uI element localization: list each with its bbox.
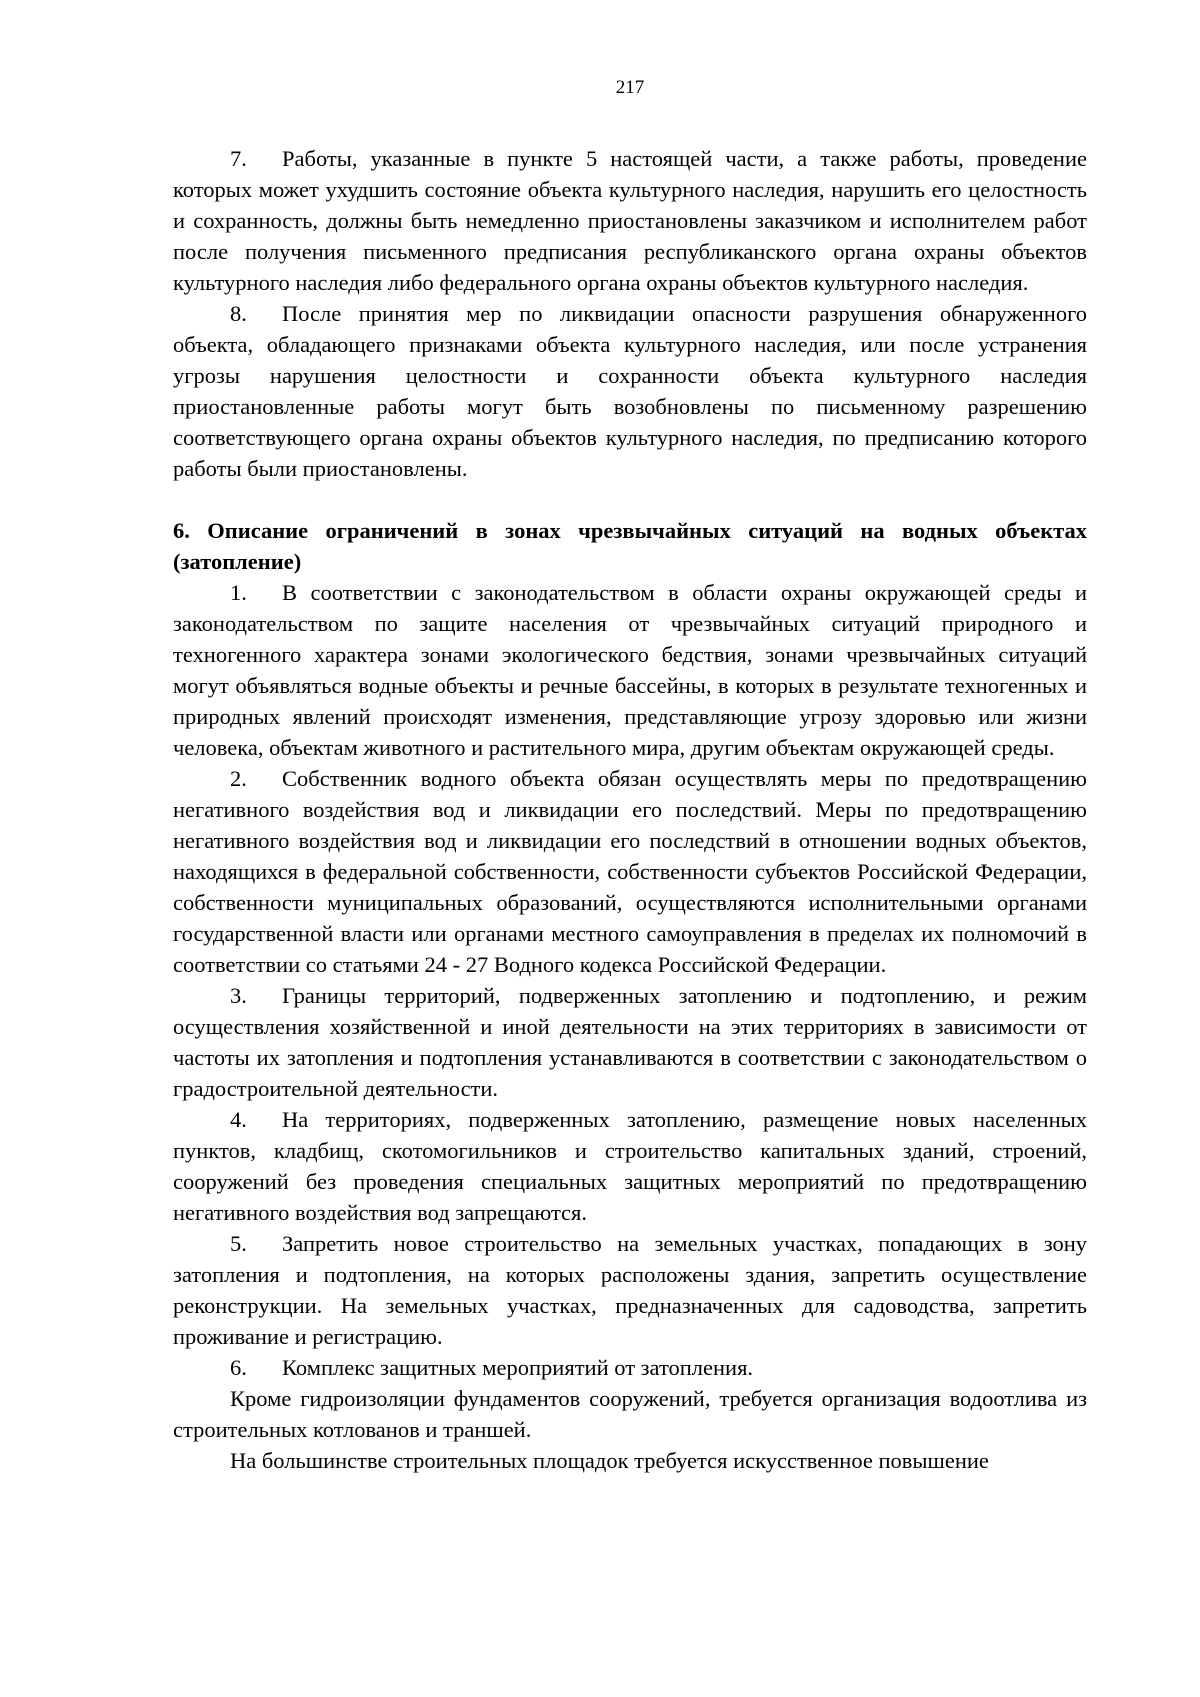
paragraph-text: На большинстве строительных площадок требуется искусственное повышение <box>230 1448 989 1473</box>
section-paragraph-waterproofing <box>173 1383 1087 1445</box>
paragraph-number: 4. <box>230 1107 247 1132</box>
paragraph-text: Работы, указанные в пункте 5 настоящей части, а также работы, проведение которых может ухудшить состояние объекта культурного наследия, нарушить его целостность и сохранность, должны быть немедленно приостановлены заказчиком и исполнителем работ после получения письменного предписания республиканского органа охраны объектов культурного наследия либо федерального органа охраны объектов культурного наследия. <box>173 146 1087 295</box>
paragraph-number: 5. <box>230 1231 247 1256</box>
page-content <box>173 143 1087 1476</box>
section-heading: 6. Описание ограничений в зонах чрезвычайных ситуаций на водных объектах (затопление) <box>173 518 1087 574</box>
section-paragraph-3 <box>173 980 1087 1104</box>
paragraph-text: Комплекс защитных мероприятий от затопления. <box>282 1355 754 1380</box>
paragraph-number: 1. <box>230 580 247 605</box>
paragraph-text: В соответствии с законодательством в области охраны окружающей среды и законодательством по защите населения от чрезвычайных ситуаций природного и техногенного характера зонами экологического бедствия, зонами чрезвычайных ситуаций могут объявляться водные объекты и речные бассейны, в которых в результате техногенных и природных явлений происходят изменения, представляющие угрозу здоровью или жизни человека, объектам животного и растительного мира, другим объектам окружающей среды. <box>173 580 1087 760</box>
paragraph-number: 2. <box>230 766 247 791</box>
paragraph-text: На территориях, подверженных затоплению, размещение новых населенных пунктов, кладбищ, скотомогильников и строительство капитальных зданий, строений, сооружений без проведения специальных защитных мероприятий по предотвращению негативного воздействия вод запрещаются. <box>173 1107 1087 1225</box>
paragraph-text: Запретить новое строительство на земельных участках, попадающих в зону затопления и подтопления, на которых расположены здания, запретить осуществление реконструкции. На земельных участках, предназначенных для садоводства, запретить проживание и регистрацию. <box>173 1231 1087 1349</box>
paragraph-number: 3. <box>230 983 247 1008</box>
paragraph-8 <box>173 298 1087 484</box>
paragraph-7 <box>173 143 1087 298</box>
paragraph-text: После принятия мер по ликвидации опасности разрушения обнаруженного объекта, обладающего признаками объекта культурного наследия, или после устранения угрозы нарушения целостности и сохранности объекта культурного наследия приостановленные работы могут быть возобновлены по письменному разрешению соответствующего органа охраны объектов культурного наследия, по предписанию которого работы были приостановлены. <box>173 301 1087 481</box>
paragraph-text: Кроме гидроизоляции фундаментов сооружений, требуется организация водоотлива из строительных котлованов и траншей. <box>173 1386 1087 1442</box>
paragraph-number: 8. <box>230 301 247 326</box>
paragraph-number: 6. <box>230 1355 247 1380</box>
page-number: 217 <box>615 77 645 98</box>
paragraph-text: Собственник водного объекта обязан осуществлять меры по предотвращению негативного воздействия вод и ликвидации его последствий. Меры по предотвращению негативного воздействия вод и ликвидации его последствий в отношении водных объектов, находящихся в федеральной собственности, собственности субъектов Российской Федерации, собственности муниципальных образований, осуществляются исполнительными органами государственной власти или органами местного самоуправления в пределах их полномочий в соответствии со статьями 24 - 27 Водного кодекса Российской Федерации. <box>173 766 1087 977</box>
paragraph-number: 7. <box>230 146 247 171</box>
section-paragraph-4 <box>173 1104 1087 1228</box>
paragraph-text: Границы территорий, подверженных затоплению и подтоплению, и режим осуществления хозяйственной и иной деятельности на этих территориях в зависимости от частоты их затопления и подтопления устанавливаются в соответствии с законодательством о градостроительной деятельности. <box>173 983 1087 1101</box>
section-paragraph-1 <box>173 577 1087 763</box>
section-paragraph-2 <box>173 763 1087 980</box>
section-paragraph-6 <box>173 1352 1087 1383</box>
section-paragraph-sites <box>173 1445 1087 1476</box>
section-paragraph-5 <box>173 1228 1087 1352</box>
